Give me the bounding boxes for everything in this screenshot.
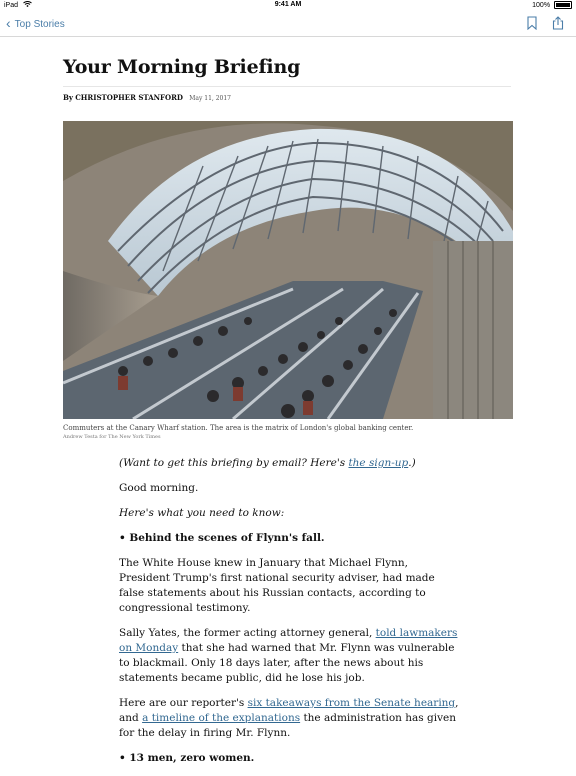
takeaways-link[interactable]: six takeaways from the Senate hearing [247,697,456,709]
status-right [532,1,572,9]
yates-lead: Sally Yates, the former acting attorney general, [119,627,376,639]
told-lawmakers-link[interactable]: told lawmakers on Monday [119,627,458,654]
signup-paragraph [119,456,459,471]
chevron-left-icon: ‹ [6,15,11,31]
back-button[interactable] [6,16,65,32]
intro-paragraph: Here's what you need to know: [119,507,285,519]
yates-tail: that she had warned that Mr. Flynn was vulnerable to blackmail. Only 18 days later, after the news about his statements became public, did he lose his job. [119,642,455,684]
battery-icon [554,1,572,9]
image-caption: Commuters at the Canary Wharf station. The area is the matrix of London's global banking center. [63,424,414,432]
article-title: Your Morning Briefing [63,56,301,78]
article-body [119,456,459,776]
greeting-paragraph: Good morning. [119,482,199,494]
share-icon[interactable] [552,16,564,30]
back-label: Top Stories [14,18,65,30]
hero-photo[interactable] [63,121,513,419]
station-illustration [63,121,513,419]
section-heading-women: • 13 men, zero women. [119,752,255,764]
section-heading-flynn: • Behind the scenes of Flynn's fall. [119,532,325,544]
navigation-bar [0,12,576,37]
bookmark-icon[interactable] [526,16,538,30]
signup-lead: (Want to get this briefing by email? Here's [119,457,349,469]
publish-date: May 11, 2017 [189,95,231,102]
paragraph-yates [119,626,459,686]
timeline-link[interactable]: a timeline of the explanations [142,712,301,724]
paragraph-white-house: The White House knew in January that Michael Flynn, President Trump's first national security adviser, had made false statements about his Russian contacts, according to congressional testimony. [119,557,435,614]
takeaways-lead: Here are our reporter's [119,697,248,709]
author-name[interactable]: CHRISTOPHER STANFORD [75,93,183,102]
device-label: iPad [4,2,19,9]
byline [63,93,231,102]
battery-fill [556,3,570,7]
signup-tail: .) [408,457,416,469]
byline-prefix: By [63,93,73,102]
paragraph-takeaways [119,696,459,741]
signup-link[interactable]: the sign-up [348,457,409,469]
status-time: 9:41 AM [274,1,302,8]
takeaways-mid: , and [119,697,459,724]
nav-actions [526,16,564,30]
image-credit: Andrew Testa for The New York Times [63,434,161,440]
status-bar [0,0,576,12]
title-divider [63,86,511,87]
battery-percent: 100% [532,1,551,9]
takeaways-tail: the administration has given for the delay in firing Mr. Flynn. [119,712,457,739]
